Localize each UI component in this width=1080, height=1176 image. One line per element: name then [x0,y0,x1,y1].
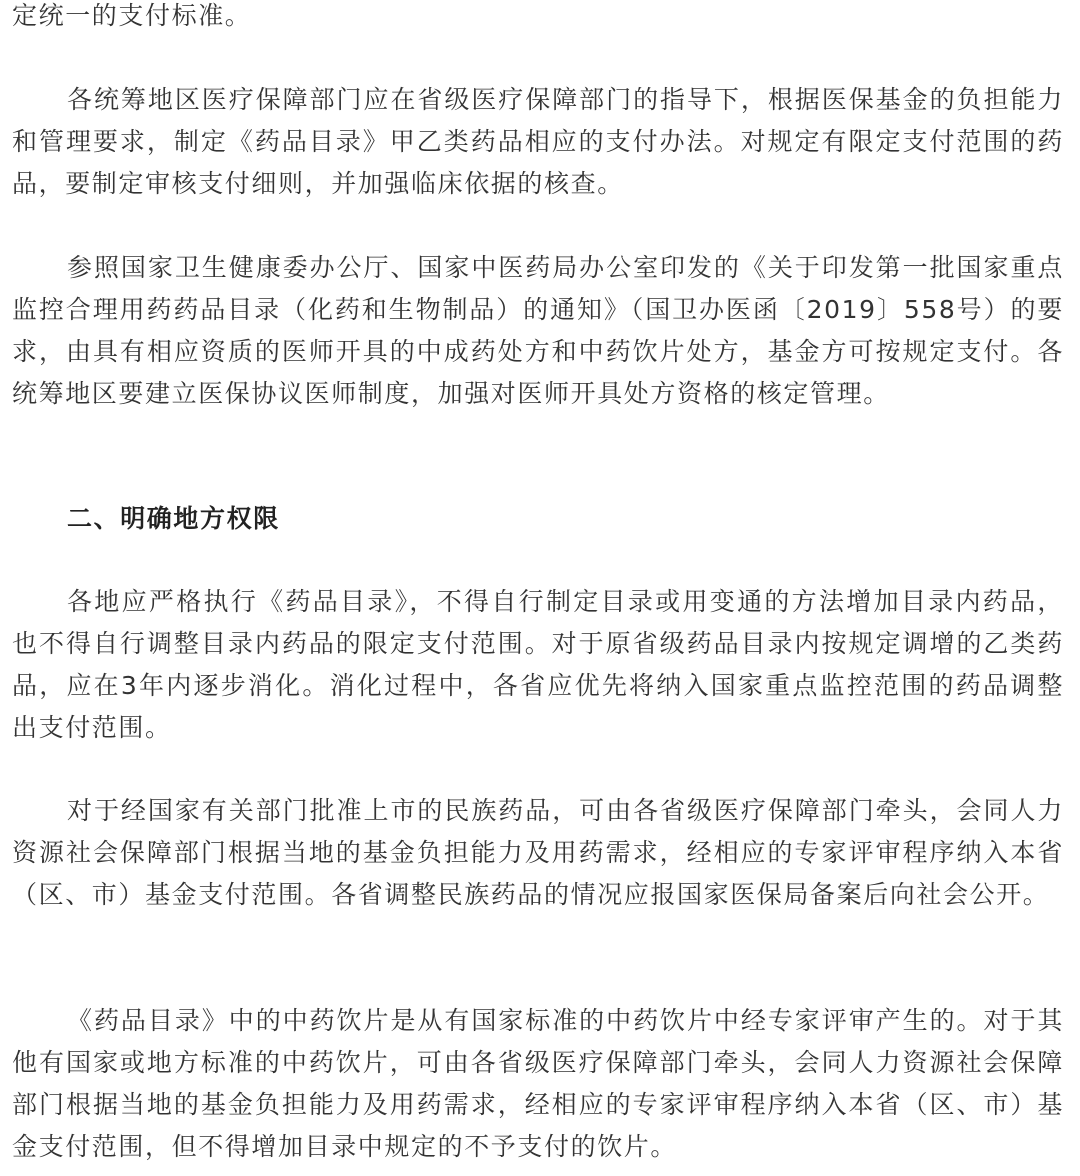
paragraph-ethnic-medicine: 对于经国家有关部门批准上市的民族药品，可由各省级医疗保障部门牵头，会同人力资源社会保障部门根据当地的基金负担能力及用药需求，经相应的专家评审程序纳入本省（区、市）基金支付范围。各省调整民族药品的情况应报国家医保局备案后向社会公开。 [12,796,1064,909]
paragraph-herbal-pieces: 《药品目录》中的中药饮片是从有国家标准的中药饮片中经专家评审产生的。对于其他有国家或地方标准的中药饮片，可由各省级医疗保障部门牵头，会同人力资源社会保障部门根据当地的基金负担能力及用药需求，经相应的专家评审程序纳入本省（区、市）基金支付范围，但不得增加目录中规定的不予支付的饮片。 [12,1006,1064,1161]
paragraph-prescription-rules: 参照国家卫生健康委办公厅、国家中医药局办公室印发的《关于印发第一批国家重点监控合理用药药品目录（化药和生物制品）的通知》（国卫办医函〔2019〕558号）的要求，由具有相应资质的医师开具的中成药处方和中药饮片处方，基金方可按规定支付。各统筹地区要建立医保协议医师制度，加强对医师开具处方资格的核定管理。 [12,253,1064,408]
paragraph-continuation: 定统一的支付标准。 [12,1,252,30]
paragraph-payment-methods: 各统筹地区医疗保障部门应在省级医疗保障部门的指导下，根据医保基金的负担能力和管理要求，制定《药品目录》甲乙类药品相应的支付办法。对规定有限定支付范围的药品，要制定审核支付细则，并加强临床依据的核查。 [12,85,1064,198]
section-heading-local-authority: 二、明确地方权限 [67,504,280,533]
paragraph-strict-execution: 各地应严格执行《药品目录》，不得自行制定目录或用变通的方法增加目录内药品，也不得自行调整目录内药品的限定支付范围。对于原省级药品目录内按规定调增的乙类药品，应在3年内逐步消化。消化过程中，各省应优先将纳入国家重点监控范围的药品调整出支付范围。 [12,587,1064,742]
